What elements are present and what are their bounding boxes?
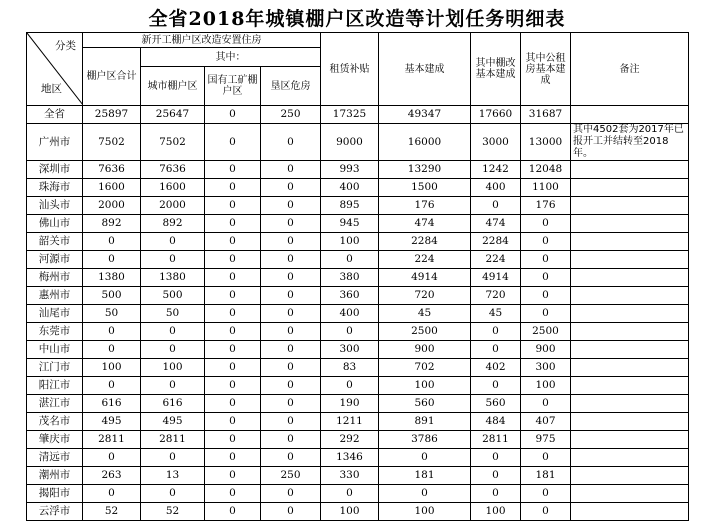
remarks-cell <box>571 359 689 377</box>
remarks-cell <box>571 305 689 323</box>
public-cell: 0 <box>521 233 571 251</box>
region-cell: 清远市 <box>27 449 83 467</box>
rent-cell: 0 <box>321 251 379 269</box>
remarks-cell <box>571 503 689 521</box>
mine-cell: 0 <box>205 395 261 413</box>
table-row <box>27 161 689 179</box>
public-cell: 1100 <box>521 179 571 197</box>
basic-cell: 13290 <box>379 161 471 179</box>
table-row <box>27 323 689 341</box>
reclaim-cell: 0 <box>261 124 321 161</box>
rent-cell: 0 <box>321 323 379 341</box>
total-cell: 616 <box>83 395 141 413</box>
public-cell: 0 <box>521 485 571 503</box>
basic-cell: 2284 <box>379 233 471 251</box>
total-cell: 52 <box>83 503 141 521</box>
total-cell: 25897 <box>83 106 141 124</box>
reclaim-cell: 0 <box>261 341 321 359</box>
total-cell: 2000 <box>83 197 141 215</box>
urban-cell: 2000 <box>141 197 205 215</box>
urban-cell: 500 <box>141 287 205 305</box>
table-row <box>27 395 689 413</box>
rent-cell: 400 <box>321 305 379 323</box>
reclaim-cell: 0 <box>261 161 321 179</box>
header-rent-subsidy: 租赁补贴 <box>321 33 379 106</box>
reclaim-cell: 0 <box>261 449 321 467</box>
reclaim-cell: 0 <box>261 503 321 521</box>
total-cell: 263 <box>83 467 141 485</box>
reclaim-cell: 0 <box>261 305 321 323</box>
public-cell: 181 <box>521 467 571 485</box>
region-cell: 全省 <box>27 106 83 124</box>
urban-cell: 0 <box>141 377 205 395</box>
remarks-cell <box>571 485 689 503</box>
mine-cell: 0 <box>205 359 261 377</box>
public-cell: 2500 <box>521 323 571 341</box>
urban-cell: 1600 <box>141 179 205 197</box>
shanty-cell: 0 <box>471 377 521 395</box>
public-cell: 0 <box>521 305 571 323</box>
total-cell: 892 <box>83 215 141 233</box>
urban-cell: 100 <box>141 359 205 377</box>
shanty-cell: 4914 <box>471 269 521 287</box>
table-row <box>27 467 689 485</box>
mine-cell: 0 <box>205 106 261 124</box>
mine-cell: 0 <box>205 179 261 197</box>
total-cell: 0 <box>83 449 141 467</box>
mine-cell: 0 <box>205 503 261 521</box>
shanty-cell: 2284 <box>471 233 521 251</box>
rent-cell: 400 <box>321 179 379 197</box>
shanty-cell: 720 <box>471 287 521 305</box>
public-cell: 975 <box>521 431 571 449</box>
mine-cell: 0 <box>205 377 261 395</box>
region-cell: 茂名市 <box>27 413 83 431</box>
public-cell: 100 <box>521 377 571 395</box>
basic-cell: 224 <box>379 251 471 269</box>
basic-cell: 900 <box>379 341 471 359</box>
urban-cell: 0 <box>141 233 205 251</box>
region-cell: 江门市 <box>27 359 83 377</box>
header-remarks: 备注 <box>571 33 689 106</box>
remarks-cell <box>571 269 689 287</box>
table-row <box>27 269 689 287</box>
region-cell: 珠海市 <box>27 179 83 197</box>
table-row <box>27 413 689 431</box>
remarks-cell <box>571 179 689 197</box>
urban-cell: 0 <box>141 341 205 359</box>
urban-cell: 2811 <box>141 431 205 449</box>
region-cell: 广州市 <box>27 124 83 161</box>
total-cell: 0 <box>83 377 141 395</box>
mine-cell: 0 <box>205 161 261 179</box>
reclaim-cell: 0 <box>261 395 321 413</box>
region-cell: 深圳市 <box>27 161 83 179</box>
mine-cell: 0 <box>205 215 261 233</box>
urban-cell: 52 <box>141 503 205 521</box>
remarks-cell <box>571 197 689 215</box>
region-cell: 佛山市 <box>27 215 83 233</box>
reclaim-cell: 250 <box>261 467 321 485</box>
basic-cell: 176 <box>379 197 471 215</box>
header-state-mine: 国有工矿棚户区 <box>205 67 261 106</box>
basic-cell: 49347 <box>379 106 471 124</box>
reclaim-cell: 0 <box>261 377 321 395</box>
basic-cell: 16000 <box>379 124 471 161</box>
header-basic-construction: 基本建成 <box>379 33 471 106</box>
total-cell: 0 <box>83 233 141 251</box>
public-cell: 176 <box>521 197 571 215</box>
region-cell: 云浮市 <box>27 503 83 521</box>
urban-cell: 1380 <box>141 269 205 287</box>
rent-cell: 100 <box>321 233 379 251</box>
rent-cell: 83 <box>321 359 379 377</box>
remarks-cell <box>571 161 689 179</box>
total-cell: 0 <box>83 323 141 341</box>
table-row <box>27 359 689 377</box>
reclaim-cell: 0 <box>261 179 321 197</box>
remarks-cell <box>571 449 689 467</box>
header-public-rental-basic: 其中公租房基本建成 <box>521 33 571 106</box>
rent-cell: 0 <box>321 377 379 395</box>
region-cell: 东莞市 <box>27 323 83 341</box>
remarks-cell <box>571 287 689 305</box>
total-cell: 0 <box>83 341 141 359</box>
rent-cell: 380 <box>321 269 379 287</box>
basic-cell: 560 <box>379 395 471 413</box>
shanty-cell: 0 <box>471 485 521 503</box>
urban-cell: 13 <box>141 467 205 485</box>
urban-cell: 0 <box>141 485 205 503</box>
region-cell: 阳江市 <box>27 377 83 395</box>
header-urban: 城市棚户区 <box>141 67 205 106</box>
public-cell: 407 <box>521 413 571 431</box>
shanty-cell: 0 <box>471 467 521 485</box>
total-cell: 7636 <box>83 161 141 179</box>
header-region: 地区 <box>41 83 62 95</box>
mine-cell: 0 <box>205 197 261 215</box>
remarks-cell <box>571 395 689 413</box>
region-cell: 惠州市 <box>27 287 83 305</box>
region-cell: 梅州市 <box>27 269 83 287</box>
shanty-cell: 45 <box>471 305 521 323</box>
shanty-cell: 400 <box>471 179 521 197</box>
table-row <box>27 124 689 161</box>
shanty-cell: 1242 <box>471 161 521 179</box>
region-cell: 韶关市 <box>27 233 83 251</box>
total-cell: 0 <box>83 251 141 269</box>
rent-cell: 292 <box>321 431 379 449</box>
rent-cell: 190 <box>321 395 379 413</box>
reclaim-cell: 0 <box>261 287 321 305</box>
region-cell: 河源市 <box>27 251 83 269</box>
basic-cell: 181 <box>379 467 471 485</box>
header-category: 分类 <box>55 40 76 52</box>
table-row <box>27 449 689 467</box>
remarks-cell <box>571 413 689 431</box>
mine-cell: 0 <box>205 269 261 287</box>
basic-cell: 474 <box>379 215 471 233</box>
rent-cell: 0 <box>321 485 379 503</box>
shanty-cell: 474 <box>471 215 521 233</box>
remarks-cell <box>571 377 689 395</box>
public-cell: 0 <box>521 251 571 269</box>
urban-cell: 50 <box>141 305 205 323</box>
table-row <box>27 251 689 269</box>
shanty-cell: 3000 <box>471 124 521 161</box>
header-reclaim: 垦区危房 <box>261 67 321 106</box>
mine-cell: 0 <box>205 233 261 251</box>
remarks-cell <box>571 323 689 341</box>
basic-cell: 100 <box>379 503 471 521</box>
reclaim-cell: 0 <box>261 485 321 503</box>
shanty-cell: 100 <box>471 503 521 521</box>
mine-cell: 0 <box>205 124 261 161</box>
public-cell: 12048 <box>521 161 571 179</box>
reclaim-cell: 0 <box>261 269 321 287</box>
rent-cell: 895 <box>321 197 379 215</box>
urban-cell: 25647 <box>141 106 205 124</box>
basic-cell: 1500 <box>379 179 471 197</box>
mine-cell: 0 <box>205 431 261 449</box>
public-cell: 31687 <box>521 106 571 124</box>
public-cell: 0 <box>521 269 571 287</box>
mine-cell: 0 <box>205 449 261 467</box>
total-cell: 0 <box>83 485 141 503</box>
table-row <box>27 341 689 359</box>
table-row <box>27 215 689 233</box>
basic-cell: 100 <box>379 377 471 395</box>
urban-cell: 0 <box>141 323 205 341</box>
remarks-cell <box>571 251 689 269</box>
region-cell: 揭阳市 <box>27 485 83 503</box>
basic-cell: 891 <box>379 413 471 431</box>
diagonal-header-cell <box>27 33 83 106</box>
mine-cell: 0 <box>205 485 261 503</box>
basic-cell: 3786 <box>379 431 471 449</box>
region-cell: 汕头市 <box>27 197 83 215</box>
table-row <box>27 377 689 395</box>
rent-cell: 330 <box>321 467 379 485</box>
public-cell: 0 <box>521 287 571 305</box>
rent-cell: 993 <box>321 161 379 179</box>
total-cell: 50 <box>83 305 141 323</box>
shanty-cell: 560 <box>471 395 521 413</box>
region-cell: 肇庆市 <box>27 431 83 449</box>
rent-cell: 1211 <box>321 413 379 431</box>
urban-cell: 616 <box>141 395 205 413</box>
header-of-which: 其中： <box>141 48 321 67</box>
region-cell: 湛江市 <box>27 395 83 413</box>
reclaim-cell: 0 <box>261 251 321 269</box>
page-title: 全省2018年城镇棚户区改造等计划任务明细表 <box>148 8 566 30</box>
table-row <box>27 305 689 323</box>
rent-cell: 17325 <box>321 106 379 124</box>
rent-cell: 300 <box>321 341 379 359</box>
shanty-cell: 224 <box>471 251 521 269</box>
shanty-cell: 402 <box>471 359 521 377</box>
remarks-cell <box>571 106 689 124</box>
basic-cell: 0 <box>379 485 471 503</box>
public-cell: 13000 <box>521 124 571 161</box>
public-cell: 300 <box>521 359 571 377</box>
basic-cell: 720 <box>379 287 471 305</box>
public-cell: 0 <box>521 503 571 521</box>
urban-cell: 892 <box>141 215 205 233</box>
public-cell: 0 <box>521 449 571 467</box>
table-row <box>27 485 689 503</box>
remarks-cell <box>571 467 689 485</box>
table-row <box>27 287 689 305</box>
mine-cell: 0 <box>205 287 261 305</box>
shanty-cell: 0 <box>471 341 521 359</box>
shanty-cell: 0 <box>471 197 521 215</box>
remarks-cell: 其中4502套为2017年已报开工并结转至2018年。 <box>571 124 689 161</box>
region-cell: 中山市 <box>27 341 83 359</box>
header-shanty-basic: 其中棚改基本建成 <box>471 33 521 106</box>
rent-cell: 9000 <box>321 124 379 161</box>
plan-table <box>26 32 689 521</box>
total-cell: 495 <box>83 413 141 431</box>
region-cell: 潮州市 <box>27 467 83 485</box>
table-row <box>27 431 689 449</box>
remarks-cell <box>571 215 689 233</box>
total-cell: 7502 <box>83 124 141 161</box>
reclaim-cell: 0 <box>261 431 321 449</box>
total-cell: 500 <box>83 287 141 305</box>
urban-cell: 0 <box>141 251 205 269</box>
shanty-cell: 2811 <box>471 431 521 449</box>
mine-cell: 0 <box>205 323 261 341</box>
shanty-cell: 17660 <box>471 106 521 124</box>
header-total: 棚户区合计 <box>83 48 141 106</box>
basic-cell: 2500 <box>379 323 471 341</box>
rent-cell: 945 <box>321 215 379 233</box>
urban-cell: 7502 <box>141 124 205 161</box>
reclaim-cell: 0 <box>261 413 321 431</box>
basic-cell: 702 <box>379 359 471 377</box>
table-row <box>27 233 689 251</box>
total-cell: 2811 <box>83 431 141 449</box>
table-row <box>27 503 689 521</box>
shanty-cell: 484 <box>471 413 521 431</box>
basic-cell: 45 <box>379 305 471 323</box>
public-cell: 900 <box>521 341 571 359</box>
table-row <box>27 106 689 124</box>
public-cell: 0 <box>521 215 571 233</box>
mine-cell: 0 <box>205 305 261 323</box>
public-cell: 0 <box>521 395 571 413</box>
reclaim-cell: 0 <box>261 215 321 233</box>
basic-cell: 0 <box>379 449 471 467</box>
reclaim-cell: 250 <box>261 106 321 124</box>
mine-cell: 0 <box>205 341 261 359</box>
mine-cell: 0 <box>205 251 261 269</box>
table-row <box>27 197 689 215</box>
basic-cell: 4914 <box>379 269 471 287</box>
rent-cell: 360 <box>321 287 379 305</box>
remarks-cell <box>571 233 689 251</box>
reclaim-cell: 0 <box>261 233 321 251</box>
urban-cell: 0 <box>141 449 205 467</box>
remarks-cell <box>571 431 689 449</box>
rent-cell: 100 <box>321 503 379 521</box>
total-cell: 1600 <box>83 179 141 197</box>
total-cell: 100 <box>83 359 141 377</box>
shanty-cell: 0 <box>471 323 521 341</box>
reclaim-cell: 0 <box>261 197 321 215</box>
mine-cell: 0 <box>205 413 261 431</box>
rent-cell: 1346 <box>321 449 379 467</box>
urban-cell: 495 <box>141 413 205 431</box>
header-new-housing: 新开工棚户区改造安置住房 <box>83 33 321 48</box>
region-cell: 汕尾市 <box>27 305 83 323</box>
table-row <box>27 179 689 197</box>
shanty-cell: 0 <box>471 449 521 467</box>
urban-cell: 7636 <box>141 161 205 179</box>
remarks-cell <box>571 341 689 359</box>
mine-cell: 0 <box>205 467 261 485</box>
total-cell: 1380 <box>83 269 141 287</box>
reclaim-cell: 0 <box>261 323 321 341</box>
reclaim-cell: 0 <box>261 359 321 377</box>
